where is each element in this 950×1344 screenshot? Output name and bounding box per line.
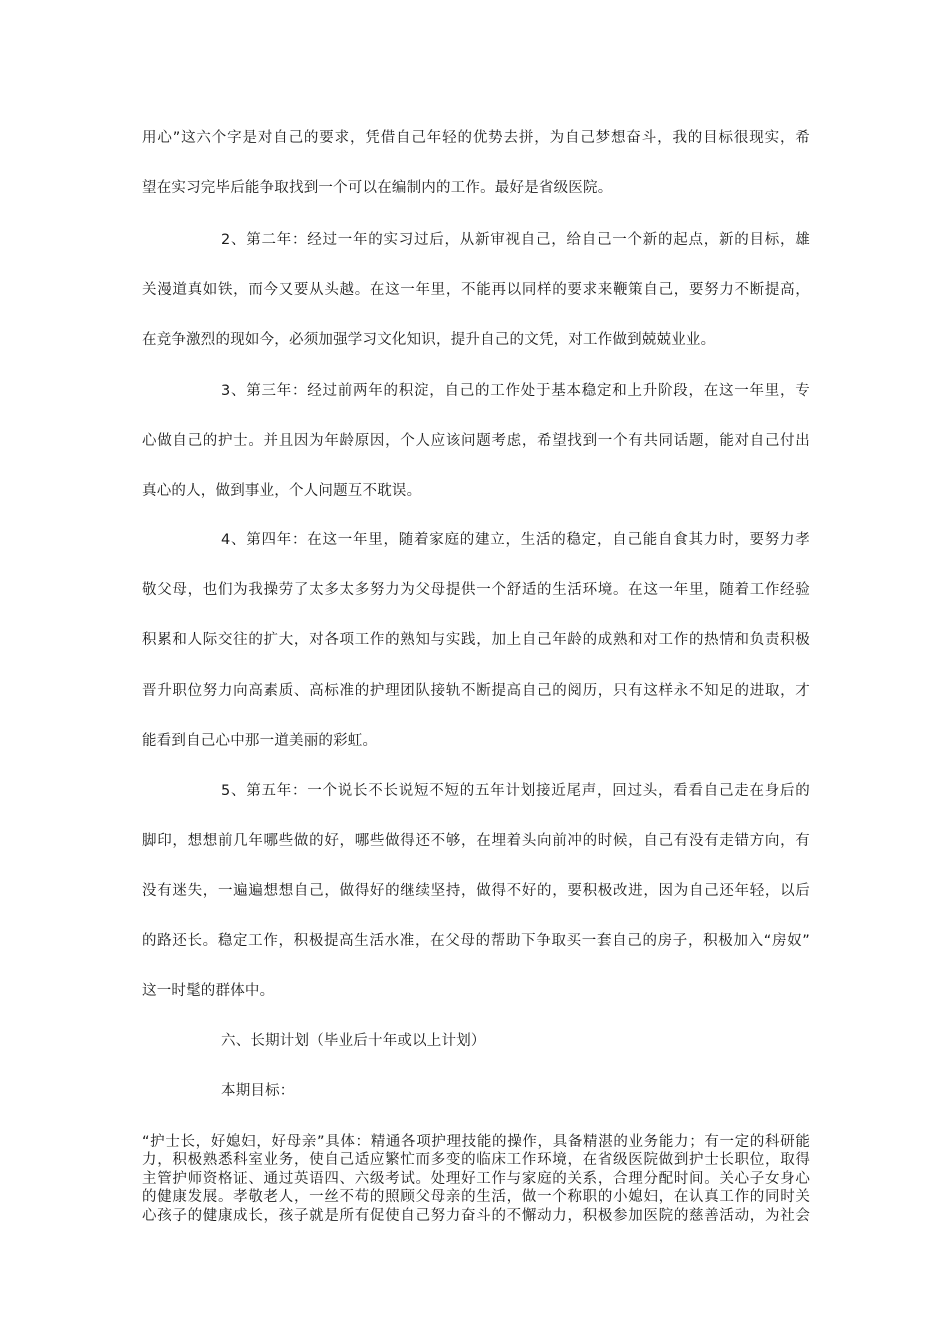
section-heading-long-term-plan: 六、长期计划（毕业后十年或以上计划） [221, 1033, 486, 1049]
goal-detail-paragraph [142, 1133, 810, 1225]
paragraph-year-5-line-2: 脚印，想想前几年哪些做的好，哪些做得还不够，在埋着头向前冲的时候，自己有没有走错方向，有 [142, 833, 810, 849]
paragraph-year-5-line-3: 没有迷失，一遍遍想想自己，做得好的继续坚持，做得不好的，要积极改进，因为自己还年轻，以后 [142, 883, 810, 899]
paragraph-year-2-line-2: 关漫道真如铁，而今又要从头越。在这一年里，不能再以同样的要求来鞭策自己，要努力不断提高， [142, 282, 810, 298]
paragraph-year-4-line-5: 能看到自己心中那一道美丽的彩虹。 [142, 733, 378, 749]
paragraph-year-2-line-1: 2、第二年：经过一年的实习过后，从新审视自己，给自己一个新的起点，新的目标，雄 [221, 232, 810, 248]
paragraph-1-line-2: 望在实习完毕后能争取找到一个可以在编制内的工作。最好是省级医院。 [142, 180, 613, 196]
goal-detail-line-5: 心孩子的健康成长，孩子就是所有促使自己努力奋斗的不懈动力，积极参加医院的慈善活动，为社会 [142, 1207, 810, 1224]
paragraph-year-4-line-2: 敬父母，也们为我操劳了太多太多努力为父母提供一个舒适的生活环境。在这一年里，随着工作经验 [142, 582, 810, 598]
paragraph-year-4-line-1: 4、第四年：在这一年里，随着家庭的建立，生活的稳定，自己能自食其力时，要努力孝 [221, 532, 810, 548]
paragraph-year-5-line-1: 5、第五年：一个说长不长说短不短的五年计划接近尾声，回过头，看看自己走在身后的 [221, 783, 810, 799]
goal-detail-line-3: 主管护师资格证、通过英语四、六级考试。处理好工作与家庭的关系，合理分配时间。关心子女身心 [142, 1170, 810, 1187]
paragraph-year-4-line-4: 晋升职位努力向高素质、高标准的护理团队接轨不断提高自己的阅历，只有这样永不知足的进取，才 [142, 683, 810, 699]
paragraph-year-3-line-1: 3、第三年：经过前两年的积淀，自己的工作处于基本稳定和上升阶段，在这一年里，专 [221, 383, 810, 399]
goal-detail-line-2: 力，积极熟悉科室业务，使自己适应繁忙而多变的临床工作环境，在省级医院做到护士长职位，取得 [142, 1152, 810, 1169]
goal-detail-line-4: 的健康发展。孝敬老人，一丝不苟的照顾父母亲的生活，做一个称职的小媳妇，在认真工作的同时关 [142, 1189, 810, 1206]
goal-detail-line-1: “护士长，好媳妇，好母亲”具体：精通各项护理技能的操作，具备精湛的业务能力；有一定的科研能 [142, 1134, 810, 1150]
paragraph-1-line-1: 用心”这六个字是对自己的要求，凭借自己年轻的优势去拼，为自己梦想奋斗，我的目标很现实，希 [142, 130, 810, 146]
paragraph-year-5-line-5: 这一时髦的群体中。 [142, 983, 275, 999]
paragraph-year-4-line-3: 积累和人际交往的扩大，对各项工作的熟知与实践，加上自己年龄的成熟和对工作的热情和负责积极 [142, 632, 810, 648]
subheading-current-goal: 本期目标： [221, 1083, 295, 1099]
paragraph-year-3-line-2: 心做自己的护士。并且因为年龄原因，个人应该问题考虑，希望找到一个有共同话题，能对自己付出 [142, 433, 810, 449]
paragraph-year-2-line-3: 在竞争激烈的现如今，必须加强学习文化知识，提升自己的文凭，对工作做到兢兢业业。 [142, 332, 716, 348]
paragraph-year-3-line-3: 真心的人，做到事业，个人问题互不耽误。 [142, 483, 422, 499]
paragraph-year-5-line-4: 的路还长。稳定工作，积极提高生活水准，在父母的帮助下争取买一套自己的房子，积极加入“房奴” [142, 933, 810, 949]
